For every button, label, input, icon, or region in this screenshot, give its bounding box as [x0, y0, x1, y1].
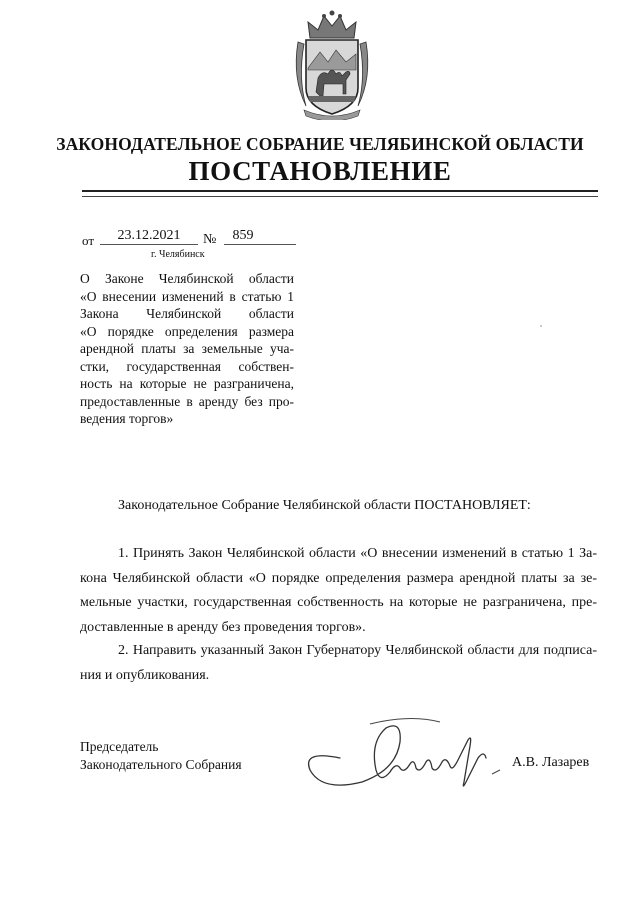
paragraph-line: мельные участки, государственная собственность на которые не разграничена, пре-	[80, 595, 597, 610]
header-rule-thick	[82, 190, 598, 192]
date-underline	[100, 244, 198, 245]
city-label: г. Челябинск	[151, 249, 205, 260]
signatory-title-line: Председатель	[80, 739, 159, 754]
subject-line: стки, государственная собствен-	[80, 358, 294, 374]
signatory-name: А.В. Лазарев	[512, 755, 590, 770]
document-number: 859	[232, 228, 254, 243]
paragraph-line: ния и опубликования.	[80, 667, 210, 683]
subject-line: предоставленные в аренду без про-	[80, 393, 294, 409]
decree-statement: Законодательное Собрание Челябинской области ПОСТАНОВЛЯЕТ:	[118, 498, 531, 513]
coat-of-arms-icon	[288, 8, 376, 120]
document-date: 23.12.2021	[117, 228, 181, 243]
scan-speck	[540, 325, 542, 327]
paragraph-line: 1. Принять Закон Челябинской области «О внесении изменений в статью 1 За-	[118, 546, 597, 561]
subject-line: ведения торгов»	[80, 411, 174, 426]
subject-line: арендной платы за земельные уча-	[80, 341, 294, 356]
paragraph-1	[80, 542, 597, 640]
paragraph-line: 2. Направить указанный Закон Губернатору Челябинской области для подписа-	[118, 643, 597, 658]
paragraph-line: доставленные в аренду без проведения торгов».	[80, 619, 366, 635]
subject-line: «О порядке определения размера	[80, 323, 294, 339]
subject-line: О Законе Челябинской области	[80, 271, 294, 286]
paragraph-line: кона Челябинской области «О порядке определения размера арендной платы за зе-	[80, 570, 597, 586]
paragraph-2	[80, 639, 597, 688]
handwritten-signature	[300, 712, 510, 792]
signatory-title	[80, 738, 242, 774]
subject-line: «О внесении изменений в статью 1	[80, 288, 294, 304]
document-type-title: ПОСТАНОВЛЕНИЕ	[188, 156, 452, 186]
header-rule-thin	[82, 196, 598, 197]
signatory-title-line: Законодательного Собрания	[80, 757, 242, 772]
number-label: №	[203, 232, 217, 247]
organization-title: ЗАКОНОДАТЕЛЬНОЕ СОБРАНИЕ ЧЕЛЯБИНСКОЙ ОБЛАСТИ	[56, 134, 584, 154]
document-subject	[80, 270, 294, 428]
subject-line: Закона Челябинской области	[80, 306, 294, 321]
date-label: от	[82, 233, 95, 248]
number-underline	[224, 244, 296, 245]
subject-line: ность на которые не разграничена,	[80, 376, 294, 391]
